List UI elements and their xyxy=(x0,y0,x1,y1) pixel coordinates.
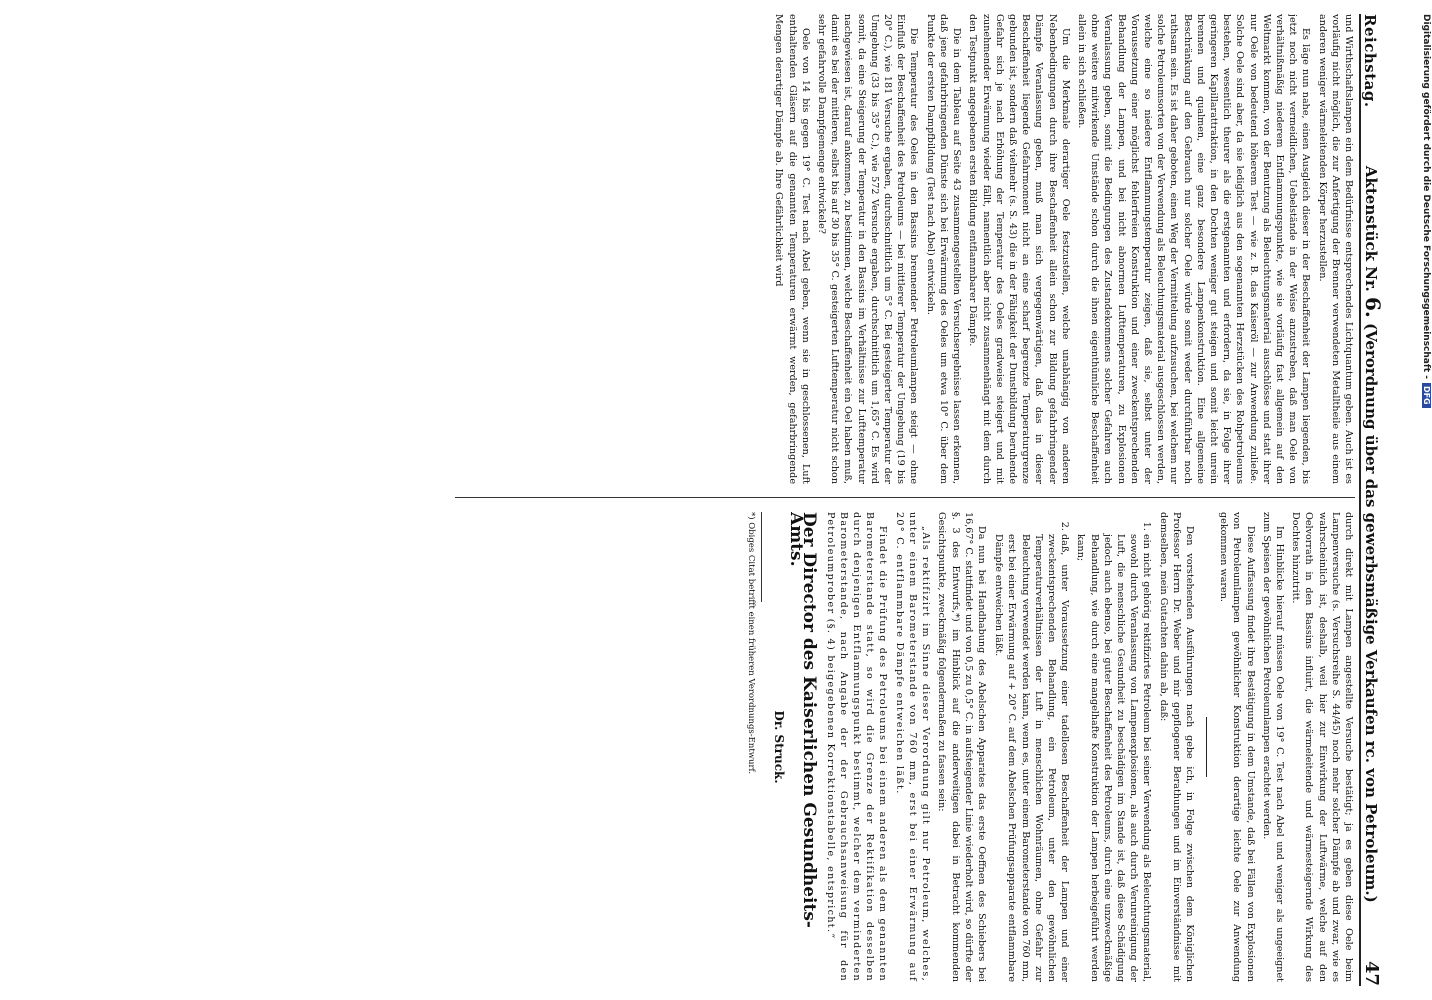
header-document-label: Aktenstück Nr. xyxy=(1362,165,1380,292)
paragraph: durch direkt mit Lampen angestellte Versuche bestätigt; ja es geben diese Oele beim Lampenversuche (s. Versuchsreihe S. 44/45) noch mehr solcher Dämpfe ab und zwar, wie es wahrscheinlich ist, deshalb, weil hier zur Einwirkung der Luftwärme, welche auf den Oelvorrath in den Bassins influirt, die wärmeleitende und wärmesteigernde Wirkung des Dochtes hinzutritt. xyxy=(1290,512,1354,982)
paragraph: Die Temperatur des Oeles in den Bassins brennender Petroleumlampen steigt — ohne Einfluß der Beschaffenheit des Petroleums — bei mittlerer Temperatur der Umgebung (19 bis 20° C.), wie 181 Versuche ergaben, durchschnittlich um 5° C. Bei gesteigerter Temperatur der Umgebung (33 bis 35° C.), wie 572 Versuche ergaben, durchschnittlich um 1,65° C. Es wird somit, da eine Steigerung der Temperatur in den Bassins im Verhältnisse zur Lufttemperatur nachgewiesen ist, darauf ankommen, zu bestimmen, welche Beschaffenheit ein Oel haben muß, damit es bei der mittleren, selbst bis auf 30 bis 35° C. gesteigerten Lufttemperatur nicht schon sehr gefahrvolle Dampfgemenge entwickele? xyxy=(816,14,920,484)
digitization-note xyxy=(1419,14,1432,994)
right-column xyxy=(455,512,1355,982)
paragraph: und Wirthschaftslampen ein dem Bedürfnisse entsprechendes Lichtquantum geben. Auch ist es vorläufig nicht möglich, die zur Anfertigung der Brenner verwendeten Metalltheile aus einem anderen weniger wärmeleitenden Körper herzustellen. xyxy=(1316,14,1354,484)
paragraph: Im Hinblicke hierauf müssen Oele von 19° C. Test nach Abel und weniger als ungeeignet zum Speisen der gewöhnlichen Petroleumlampen erachtet werden. xyxy=(1260,512,1285,982)
left-column xyxy=(455,14,1355,484)
list-item: 2. daß, unter Voraussetzung einer tadellosen Beschaffenheit der Lampen und einer zweckentsprechenden Behandlung, ein Petroleum, unter den gewöhnlichen Temperaturverhältnissen der Luft in menschlichen Wohnräumen, ohne Gefahr zur Beleuchtung verwendet werden kann, wenn es, unter einem Barometerstande von 760 mm, erst bei einer Erwärmung auf + 20° C. auf dem Abelschen Prüfungsapparate entflammbare Dämpfe entweichen läßt. xyxy=(992,534,1071,982)
paragraph: Oele von 14 bis gegen 19° C. Test nach Abel geben, wenn sie in geschlossenen, Luft enthaltenden Gläsern auf die genannten Temperaturen erwärmt werden, gefahrbringende Mengen derartiger Dämpfe ab. Ihre Gefährlichkeit wird xyxy=(773,14,811,484)
list-item: 1. ein nicht gehörig rektifizirtes Petroleum bei seiner Verwendung als Beleuchtungsmaterial, sowohl durch Veranlassung von Lampenexplosionen, als auch durch Verunreinigung der Luft, die menschliche Gesundheit zu beschädigen im Stande ist, daß diese Schädigung jedoch auch ebenso, bei guter Beschaffenheit des Petroleums, durch eine unzweckmäßige Behandlung, wie durch eine mangelhafte Konstruktion der Lampen herbeigeführt werden kann; xyxy=(1074,534,1153,982)
footnote: *) Obiges Citat betrifft einen früheren Verordnungs-Entwurf. xyxy=(744,512,762,602)
paragraph: Diese Auffassung findet ihre Bestätigung in dem Umstande, daß bei Fällen von Explosionen von Petroleumlampen gewöhnlicher Konstruktion derartige leichte Oele zur Anwendung gekommen waren. xyxy=(1218,512,1256,982)
quoted-paragraph: Findet die Prüfung des Petroleums bei einem anderen als dem genannten Barometerstande statt, so wird die Grenze der Rektifikation desselben durch denjenigen Entflammungspunkt bestimmt, welcher dem verminderten Barometerstande, nach Angabe der der Gebrauchsanweisung für den Petroleumprober (§. 4) beigegebenen Korrektionstabelle, entspricht.“ xyxy=(824,512,889,982)
header-reichstag: Reichstag. xyxy=(1361,14,1379,108)
digitization-credit: Digitalisierung gefördert durch die Deutsche Forschungsgemeinschaft - xyxy=(1421,14,1431,379)
digitization-note-text xyxy=(1421,14,1431,994)
dfg-logo: DFG xyxy=(1422,383,1431,408)
header-subject: (Verordnung über das gewerbsmäßige Verkaufen rc. von Petroleum.) xyxy=(1362,323,1380,903)
signature-name: Dr. Struck. xyxy=(772,710,787,784)
quoted-paragraph: „Als rektifizirt im Sinne dieser Verordnung gilt nur Petroleum, welches, unter einem Barometerstande von 760 mm, erst bei einer Erwärmung auf 20° C. entflammbare Dämpfe entweichen läßt. xyxy=(893,512,932,982)
section-rule xyxy=(1206,717,1207,777)
column-divider xyxy=(455,497,1355,498)
header-title xyxy=(1361,108,1385,961)
paragraph: Es läge nun nahe, einen Ausgleich dieser in der Beschaffenheit der Lampen liegenden, bis jetzt noch nicht vermeidlichen, Uebelstände in der Weise anzustreben, daß man Oele von verhältnißmäßig niederem Entflammungspunkte, wie sie vorläufig fast allgemein auf den Weltmarkt kommen, von der Benutzung als Beleuchtungsmaterial ausschlösse und statt ihrer nur Oele von bedeutend höherem Test — wie z. B. das Kaiseröl — zur Anwendung zuließe. Solche Oele sind aber, da sie lediglich aus den sogenannten Herzstücken des Rohpetroleums bestehen, wesentlich theurer als die erstgenannten und erfordern, da sie, in Folge ihrer geringeren Kapillarattraktion, in den Dochten weniger gut steigen und somit leicht unrein brennen und qualmen, eine ganz besondere Lampenkonstruktion. Eine allgemeine Beschränkung auf den Gebrauch nur solcher Oele würde somit weder durchführbar noch rathsam sein. Es ist daher geboten, einen Weg der Vermittelung aufzusuchen, bei welchem nur solche Petroleumsorten von der Verwendung als Beleuchtungsmaterial ausgeschlossen werden, welche eine so niedere Entflammungstemperatur zeigen, daß sie, selbst unter der Voraussetzung einer möglichst fehlerfreien Konstruktion und einer zweckentsprechenden Behandlung der Lampen, und bei nicht abnormen Lufttemperaturen, zu Explosionen Veranlassung geben, somit die Bedingungen des Zustandekommens solcher Gefahren auch ohne weitere mitwirkende Umstände schon durch die ihnen eigenthümliche Beschaffenheit allein in sich schließen. xyxy=(1075,14,1312,484)
page-number: 47 xyxy=(1361,960,1382,986)
signature-office: Der Director des Kaiserlichen Gesundheits-Amts. xyxy=(786,512,820,928)
paragraph: Den vorstehenden Ausführungen nach gebe ich, in Folge zwischen dem Königlichen Professor Herrn Dr. Weber und mir gepflogener Berathungen und im Einverständnisse mit demselben, mein Gutachten dahin ab, daß: xyxy=(1157,512,1195,982)
findings-list xyxy=(992,512,1153,982)
header-document-number: 6. xyxy=(1361,296,1385,318)
paragraph: Um die Merkmale derartiger Oele festzustellen, welche unabhängig von anderen Nebenbedingungen durch ihre Beschaffenheit allein schon zur Bildung gefahrbringender Dämpfe Veranlassung geben, muß man sich vergegenwärtigen, daß das in dieser Beschaffenheit liegende Gefahrmoment nicht an eine scharf begrenzte Temperaturgrenze gebunden ist, sondern daß vielmehr (s. S. 43) die in der Fähigkeit der Dunstbildung beruhende Gefahr sich je nach Erhöhung der Temperatur des Oeles gradweise steigert und mit zunehmender Erwärmung wieder fällt, namentlich aber nicht zusammenhängt mit dem durch den Testpunkt angegebenen ersten Bildung entflammbarer Dämpfe. xyxy=(967,14,1071,484)
paragraph: Die in dem Tableau auf Seite 43 zusammengestellten Versuchsergebnisse lassen erkennen, daß jene gefahrbringenden Dünste sich bei Erwärmung des Oeles um etwa 10° C. über dem Punkte der ersten Dampfbildung (Test nach Abel) entwickeln. xyxy=(924,14,963,484)
paragraph: Da nun bei Handhabung des Abelschen Apparates das erste Oeffnen des Schiebers bei 16,67° C. stattfindet und von 0,5 zu 0,5° C. in aufsteigender Linie wiederholt wird, so dürfte der §. 3 des Entwurfs,*) im Hinblick auf die anderweitigen dabei in Betracht kommenden Gesichtspunkte, zweckmäßig folgendermaßen zu fassen sein: xyxy=(936,512,987,982)
rotated-document-page xyxy=(13,0,1403,1000)
page-header xyxy=(1359,14,1391,986)
